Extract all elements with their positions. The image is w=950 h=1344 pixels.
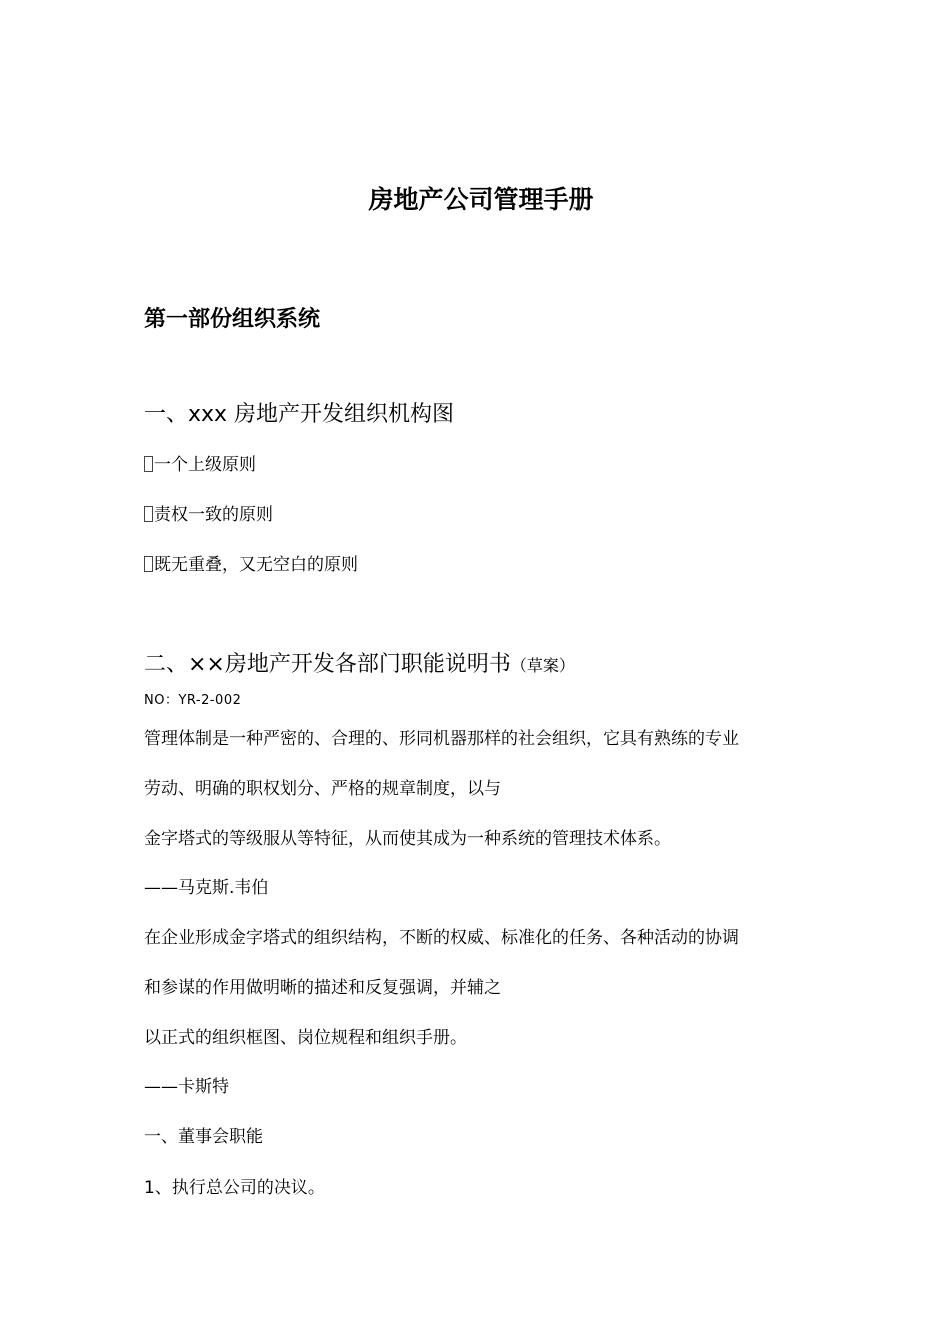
bullet-icon [144, 506, 153, 522]
attribution: ——马克斯.韦伯 [144, 878, 269, 898]
document-number: NO：YR-2-002 [144, 693, 242, 708]
body-line: 在企业形成金字塔式的组织结构，不断的权威、标准化的任务、各种活动的协调 [144, 928, 739, 948]
body-line: 管理体制是一种严密的、合理的、形同机器那样的社会组织，它具有熟练的专业 [144, 729, 739, 749]
attribution: ——卡斯特 [144, 1077, 229, 1097]
principle-item [144, 452, 256, 478]
document-title: 房地产公司管理手册 [368, 185, 594, 214]
list-item: 1、执行总公司的决议。 [144, 1178, 325, 1198]
section-1-title: 一、xxx 房地产开发组织机构图 [144, 402, 455, 427]
principle-item [144, 552, 358, 578]
principle-text: 一个上级原则 [154, 455, 256, 475]
body-line: 以正式的组织框图、岗位规程和组织手册。 [144, 1028, 467, 1048]
bullet-icon [144, 556, 153, 572]
body-line: 和参谋的作用做明晰的描述和反复强调，并辅之 [144, 978, 501, 998]
bullet-icon [144, 456, 153, 472]
principle-text: 既无重叠，又无空白的原则 [154, 555, 358, 575]
body-line: 金字塔式的等级服从等特征，从而使其成为一种系统的管理技术体系。 [144, 829, 671, 849]
section-2-title-suffix: （草案） [510, 656, 575, 675]
section-2-title-text: 二、××房地产开发各部门职能说明书 [144, 652, 511, 677]
body-line: 劳动、明确的职权划分、严格的规章制度，以与 [144, 779, 501, 799]
part-title: 第一部份组织系统 [144, 307, 321, 332]
principle-text: 责权一致的原则 [154, 505, 273, 525]
principle-item [144, 502, 273, 528]
section-2-title [144, 648, 575, 683]
subsection-heading: 一、董事会职能 [144, 1127, 263, 1147]
